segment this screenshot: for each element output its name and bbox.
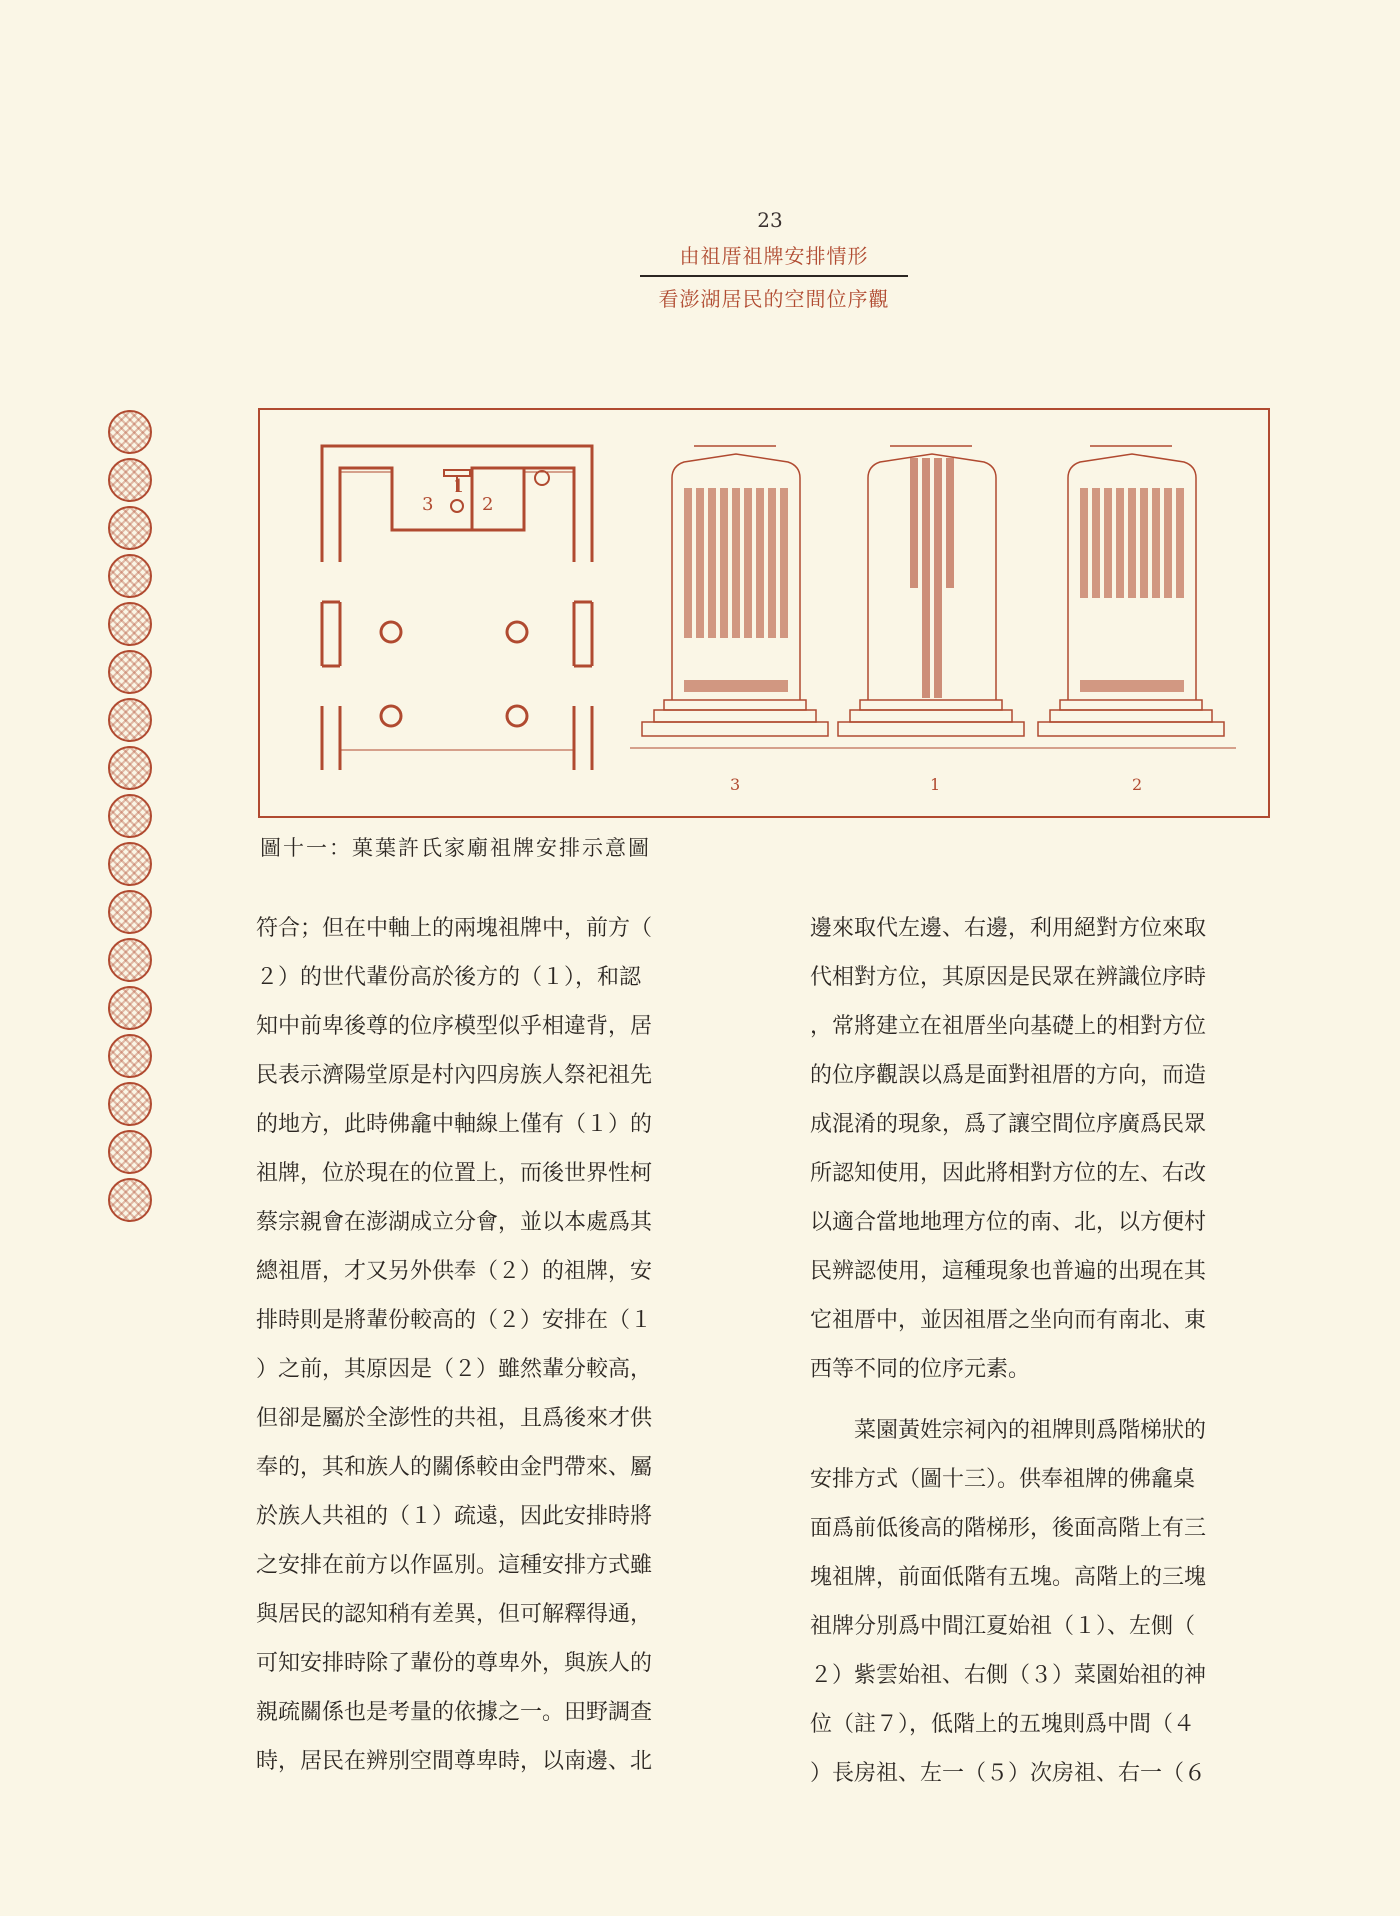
body-line: 蔡宗親會在澎湖成立分會，並以本處爲其 bbox=[256, 1210, 653, 1235]
seal-stamp-icon bbox=[108, 890, 152, 934]
plan-label-3: 3 bbox=[422, 494, 434, 515]
body-line: 西等不同的位序元素。 bbox=[810, 1357, 1031, 1382]
seal-stamp-icon bbox=[108, 1034, 152, 1078]
body-line: 菜園黃姓宗祠內的祖牌則爲階梯狀的 bbox=[810, 1418, 1207, 1443]
seal-stamp-icon bbox=[108, 602, 152, 646]
seal-stamp-icon bbox=[108, 554, 152, 598]
header-title-line2: 看澎湖居民的空間位序觀 bbox=[658, 287, 890, 311]
tablet-2-inscription bbox=[1080, 488, 1184, 692]
body-line: 的位序觀誤以爲是面對祖厝的方向，而造 bbox=[810, 1063, 1207, 1088]
seal-stamp-icon bbox=[108, 506, 152, 550]
tablet-1-inscription bbox=[910, 458, 954, 698]
page-number: 23 bbox=[757, 208, 783, 232]
body-line: 它祖厝中，並因祖厝之坐向而有南北、東 bbox=[810, 1308, 1207, 1333]
plan-left-front-wall bbox=[322, 706, 340, 770]
plan-pillar bbox=[381, 706, 401, 726]
body-line: 民表示濟陽堂原是村內四房族人祭祀祖先 bbox=[256, 1063, 653, 1088]
body-line: 位（註７），低階上的五塊則爲中間（４ bbox=[810, 1712, 1196, 1737]
plan-label-2: 2 bbox=[482, 494, 494, 515]
plan-right-window bbox=[574, 602, 592, 666]
right-text-column bbox=[810, 904, 1290, 1798]
body-line: 塊祖牌，前面低階有五塊。高階上的三塊 bbox=[810, 1565, 1207, 1590]
tablet-label-1: 1 bbox=[930, 775, 941, 794]
figure-caption: 圖十一：菓葉許氏家廟祖牌安排示意圖 bbox=[260, 836, 651, 860]
plan-inner-alcoves bbox=[340, 468, 524, 562]
plan-left-window bbox=[322, 602, 340, 666]
header-title-line1: 由祖厝祖牌安排情形 bbox=[640, 240, 908, 277]
seal-stamp-icon bbox=[108, 1082, 152, 1126]
seal-stamp-icon bbox=[108, 650, 152, 694]
body-line: 於族人共祖的（１）疏遠，因此安排時將 bbox=[256, 1504, 653, 1529]
body-line: 符合；但在中軸上的兩塊祖牌中，前方（ bbox=[256, 916, 653, 941]
tablet-3-inscription bbox=[684, 488, 788, 692]
body-line: 的地方，此時佛龕中軸線上僅有（１）的 bbox=[256, 1112, 653, 1137]
seal-stamp-icon bbox=[108, 842, 152, 886]
figure-11-drawing bbox=[260, 410, 1272, 820]
seal-stamp-icon bbox=[108, 410, 152, 454]
body-line: 總祖厝，才又另外供奉（２）的祖牌，安 bbox=[256, 1259, 653, 1284]
running-header bbox=[640, 240, 908, 312]
body-line: ，常將建立在祖厝坐向基礎上的相對方位 bbox=[810, 1014, 1207, 1039]
seal-stamp-icon bbox=[108, 794, 152, 838]
seal-stamp-icon bbox=[108, 458, 152, 502]
plan-pillar bbox=[381, 622, 401, 642]
plan-rear-wall bbox=[322, 446, 592, 562]
body-line: 代相對方位，其原因是民眾在辨識位序時 bbox=[810, 965, 1207, 990]
body-line: 所認知使用，因此將相對方位的左、右改 bbox=[810, 1161, 1207, 1186]
left-text-column bbox=[256, 904, 736, 1786]
body-line: 奉的，其和族人的關係較由金門帶來、屬 bbox=[256, 1455, 653, 1480]
body-line: 面爲前低後高的階梯形，後面高階上有三 bbox=[810, 1516, 1207, 1541]
body-line: 邊來取代左邊、右邊，利用絕對方位來取 bbox=[810, 916, 1207, 941]
body-line: 祖牌分別爲中間江夏始祖（１）、左側（ bbox=[810, 1614, 1196, 1639]
plan-right-front-wall bbox=[574, 706, 592, 770]
tablet-label-3: 3 bbox=[730, 775, 741, 794]
plan-pillar bbox=[507, 706, 527, 726]
body-line: 可知安排時除了輩份的尊卑外，與族人的 bbox=[256, 1651, 653, 1676]
plan-pillar bbox=[507, 622, 527, 642]
seal-stamp-icon bbox=[108, 986, 152, 1030]
body-line: 祖牌，位於現在的位置上，而後世界性柯 bbox=[256, 1161, 653, 1186]
decorative-seal-column bbox=[106, 410, 158, 1226]
body-line: ２）紫雲始祖、右側（３）菜園始祖的神 bbox=[810, 1663, 1207, 1688]
body-line: 與居民的認知稍有差異，但可解釋得通， bbox=[256, 1602, 653, 1627]
body-line: ２）的世代輩份高於後方的（１），和認 bbox=[256, 965, 642, 990]
figure-11-frame bbox=[258, 408, 1270, 818]
body-line: ）之前，其原因是（２）雖然輩分較高， bbox=[256, 1357, 653, 1382]
seal-stamp-icon bbox=[108, 1130, 152, 1174]
seal-stamp-icon bbox=[108, 1178, 152, 1222]
body-line: 時，居民在辨別空間尊卑時，以南邊、北 bbox=[256, 1749, 653, 1774]
paragraph-gap bbox=[810, 1394, 1290, 1406]
tablet-label-2: 2 bbox=[1132, 775, 1143, 794]
body-line: 成混淆的現象，爲了讓空間位序廣爲民眾 bbox=[810, 1112, 1207, 1137]
plan-label-1: 1 bbox=[453, 476, 465, 497]
body-line: 民辨認使用，這種現象也普遍的出現在其 bbox=[810, 1259, 1207, 1284]
body-line: ）長房祖、左一（５）次房祖、右一（６ bbox=[810, 1761, 1207, 1786]
seal-stamp-icon bbox=[108, 698, 152, 742]
body-line: 親疏關係也是考量的依據之一。田野調查 bbox=[256, 1700, 653, 1725]
body-line: 之安排在前方以作區別。這種安排方式雖 bbox=[256, 1553, 653, 1578]
body-line: 排時則是將輩份較高的（２）安排在（１ bbox=[256, 1308, 653, 1333]
body-line: 以適合當地地理方位的南、北，以方便村 bbox=[810, 1210, 1207, 1235]
body-line: 但卻是屬於全澎性的共祖，且爲後來才供 bbox=[256, 1406, 653, 1431]
body-line: 知中前卑後尊的位序模型似乎相違背，居 bbox=[256, 1014, 653, 1039]
seal-stamp-icon bbox=[108, 746, 152, 790]
ancestral-tablet-1 bbox=[826, 446, 1036, 748]
seal-stamp-icon bbox=[108, 938, 152, 982]
body-line: 安排方式（圖十三）。供奉祖牌的佛龕桌 bbox=[810, 1467, 1196, 1492]
